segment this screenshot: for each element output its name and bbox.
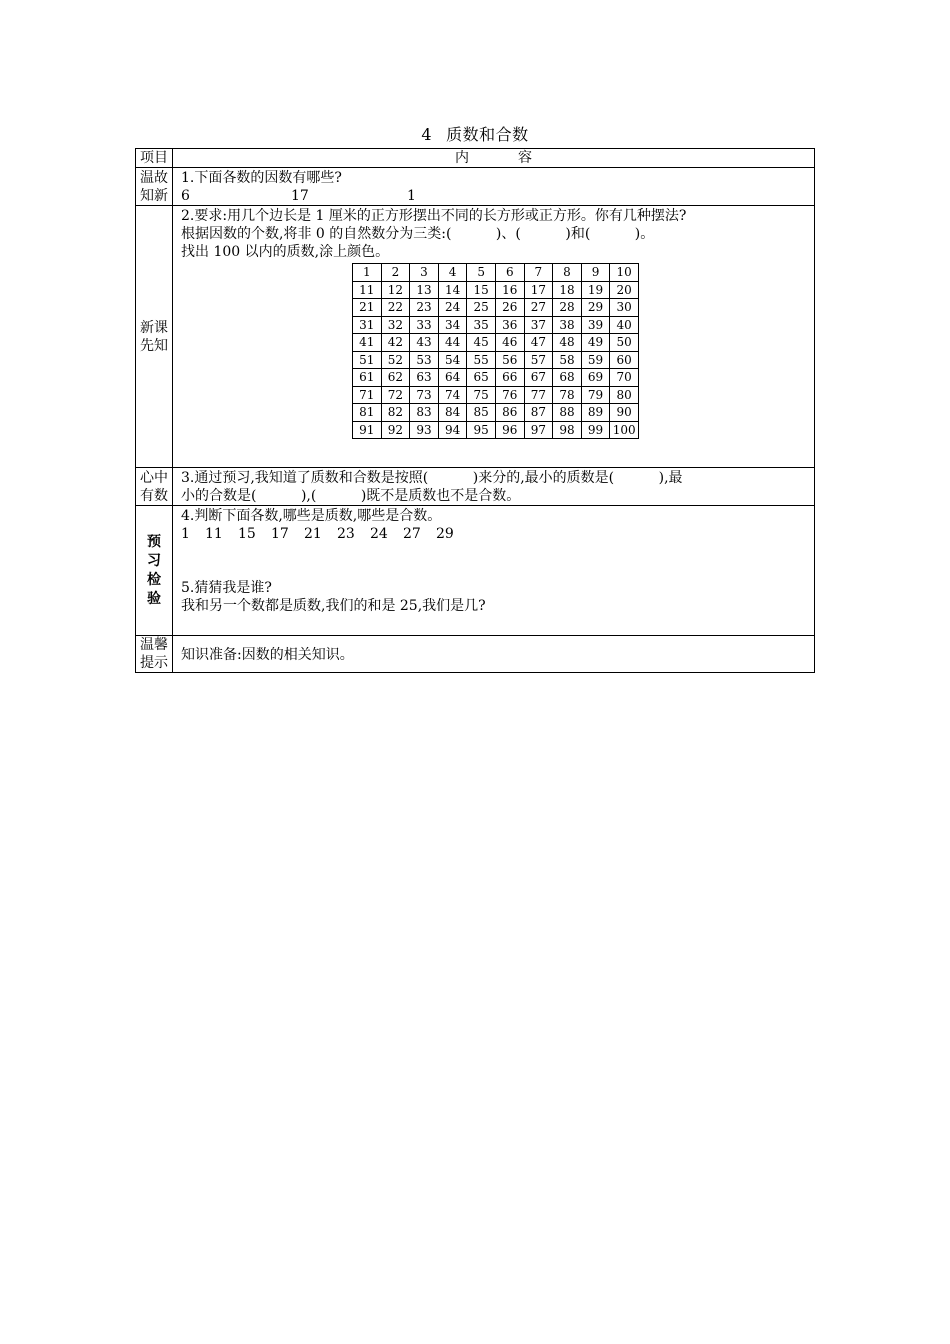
check-row bbox=[136, 506, 815, 636]
hundred-chart-cell[interactable]: 67 bbox=[524, 369, 553, 387]
hundred-chart-cell[interactable]: 5 bbox=[467, 264, 496, 282]
hundred-chart-cell[interactable]: 99 bbox=[581, 421, 610, 439]
hundred-chart-cell[interactable]: 57 bbox=[524, 351, 553, 369]
hundred-chart-cell[interactable]: 74 bbox=[438, 386, 467, 404]
question-3-line2: 小的合数是( ),( )既不是质数也不是合数。 bbox=[181, 488, 521, 504]
hundred-chart-cell[interactable]: 30 bbox=[610, 299, 639, 317]
hundred-chart-cell[interactable]: 40 bbox=[610, 316, 639, 334]
hundred-chart-cell[interactable]: 100 bbox=[610, 421, 639, 439]
hundred-chart-cell[interactable]: 70 bbox=[610, 369, 639, 387]
hundred-chart-cell[interactable]: 68 bbox=[553, 369, 582, 387]
hundred-chart-cell[interactable]: 69 bbox=[581, 369, 610, 387]
hundred-chart-cell[interactable]: 34 bbox=[438, 316, 467, 334]
hundred-chart-cell[interactable]: 26 bbox=[495, 299, 524, 317]
hundred-chart-cell[interactable]: 64 bbox=[438, 369, 467, 387]
hundred-chart-row bbox=[353, 281, 639, 299]
hundred-chart-cell[interactable]: 91 bbox=[353, 421, 382, 439]
hundred-chart-cell[interactable]: 88 bbox=[553, 404, 582, 422]
heart-row bbox=[136, 468, 815, 506]
hundred-chart-cell[interactable]: 98 bbox=[553, 421, 582, 439]
hundred-chart-cell[interactable]: 66 bbox=[495, 369, 524, 387]
hundred-chart-cell[interactable]: 3 bbox=[410, 264, 439, 282]
heart-label: 心中有数 bbox=[136, 468, 173, 506]
hundred-chart-cell[interactable]: 4 bbox=[438, 264, 467, 282]
hundred-chart-cell[interactable]: 6 bbox=[495, 264, 524, 282]
newlesson-row bbox=[136, 206, 815, 468]
hundred-chart-cell[interactable]: 51 bbox=[353, 351, 382, 369]
hundred-chart-cell[interactable]: 50 bbox=[610, 334, 639, 352]
hundred-chart-cell[interactable]: 90 bbox=[610, 404, 639, 422]
hundred-chart-cell[interactable]: 58 bbox=[553, 351, 582, 369]
review-row bbox=[136, 168, 815, 206]
hundred-chart-cell[interactable]: 18 bbox=[553, 281, 582, 299]
hundred-chart-cell[interactable]: 71 bbox=[353, 386, 382, 404]
tip-row bbox=[136, 636, 815, 673]
hundred-chart-cell[interactable]: 79 bbox=[581, 386, 610, 404]
hundred-chart-cell[interactable]: 24 bbox=[438, 299, 467, 317]
hundred-chart-row bbox=[353, 369, 639, 387]
hundred-chart-cell[interactable]: 60 bbox=[610, 351, 639, 369]
hundred-chart-cell[interactable]: 23 bbox=[410, 299, 439, 317]
tip-label: 温馨提示 bbox=[136, 636, 173, 673]
hundred-chart-cell[interactable]: 53 bbox=[410, 351, 439, 369]
hundred-chart-cell[interactable]: 80 bbox=[610, 386, 639, 404]
hundred-chart-cell[interactable]: 31 bbox=[353, 316, 382, 334]
hundred-chart-cell[interactable]: 44 bbox=[438, 334, 467, 352]
hundred-chart-cell[interactable]: 16 bbox=[495, 281, 524, 299]
hundred-chart-cell[interactable]: 37 bbox=[524, 316, 553, 334]
hundred-chart-cell[interactable]: 87 bbox=[524, 404, 553, 422]
review-numbers: 6 17 1 bbox=[181, 188, 416, 204]
hundred-chart-cell[interactable]: 19 bbox=[581, 281, 610, 299]
hundred-chart-cell[interactable]: 82 bbox=[381, 404, 410, 422]
hundred-chart-cell[interactable]: 27 bbox=[524, 299, 553, 317]
hundred-chart-row bbox=[353, 264, 639, 282]
hundred-chart-cell[interactable]: 89 bbox=[581, 404, 610, 422]
hundred-chart-cell[interactable]: 76 bbox=[495, 386, 524, 404]
hundred-chart-cell[interactable]: 14 bbox=[438, 281, 467, 299]
hundred-chart-cell[interactable]: 38 bbox=[553, 316, 582, 334]
hundred-chart-cell[interactable]: 77 bbox=[524, 386, 553, 404]
review-label: 温故知新 bbox=[136, 168, 173, 206]
hundred-chart-cell[interactable]: 83 bbox=[410, 404, 439, 422]
hundred-chart-cell[interactable]: 12 bbox=[381, 281, 410, 299]
hundred-chart-cell[interactable]: 35 bbox=[467, 316, 496, 334]
hundred-chart-cell[interactable]: 96 bbox=[495, 421, 524, 439]
hundred-chart-cell[interactable]: 22 bbox=[381, 299, 410, 317]
question-5-text: 我和另一个数都是质数,我们的和是 25,我们是几? bbox=[181, 598, 486, 614]
hundred-chart-cell[interactable]: 73 bbox=[410, 386, 439, 404]
hundred-chart-cell[interactable]: 65 bbox=[467, 369, 496, 387]
hundred-chart-cell[interactable]: 93 bbox=[410, 421, 439, 439]
hundred-chart-cell[interactable]: 41 bbox=[353, 334, 382, 352]
hundred-chart-cell[interactable]: 11 bbox=[353, 281, 382, 299]
hundred-chart-cell[interactable]: 54 bbox=[438, 351, 467, 369]
check-label: 预习检验 bbox=[136, 506, 173, 636]
lesson-title: 质数和合数 bbox=[446, 125, 529, 144]
question-4: 4.判断下面各数,哪些是质数,哪些是合数。 bbox=[181, 508, 442, 524]
hundred-chart-cell[interactable]: 94 bbox=[438, 421, 467, 439]
header-content-label: 内 容 bbox=[173, 149, 815, 168]
hundred-chart-cell[interactable]: 43 bbox=[410, 334, 439, 352]
hundred-chart-cell[interactable]: 36 bbox=[495, 316, 524, 334]
hundred-chart-cell[interactable]: 42 bbox=[381, 334, 410, 352]
review-content bbox=[173, 168, 815, 206]
hundred-chart-cell[interactable]: 52 bbox=[381, 351, 410, 369]
hundred-chart-cell[interactable]: 49 bbox=[581, 334, 610, 352]
hundred-chart-cell[interactable]: 25 bbox=[467, 299, 496, 317]
hundred-chart-cell[interactable]: 75 bbox=[467, 386, 496, 404]
hundred-chart-cell[interactable]: 8 bbox=[553, 264, 582, 282]
hundred-chart-cell[interactable]: 92 bbox=[381, 421, 410, 439]
check-numbers: 1 11 15 17 21 23 24 27 29 bbox=[181, 526, 454, 542]
hundred-chart-cell[interactable]: 47 bbox=[524, 334, 553, 352]
hundred-chart-cell[interactable]: 63 bbox=[410, 369, 439, 387]
hundred-chart-cell[interactable]: 33 bbox=[410, 316, 439, 334]
hundred-chart-cell[interactable]: 9 bbox=[581, 264, 610, 282]
hundred-chart-cell[interactable]: 20 bbox=[610, 281, 639, 299]
hundred-chart-cell[interactable]: 81 bbox=[353, 404, 382, 422]
newlesson-content bbox=[173, 206, 815, 468]
hundred-chart-cell[interactable]: 28 bbox=[553, 299, 582, 317]
hundred-chart-row bbox=[353, 334, 639, 352]
newlesson-label: 新课先知 bbox=[136, 206, 173, 468]
lesson-number: 4 bbox=[421, 125, 433, 144]
hundred-chart-cell[interactable]: 84 bbox=[438, 404, 467, 422]
hundred-chart-row bbox=[353, 404, 639, 422]
classify-question: 根据因数的个数,将非 0 的自然数分为三类:( )、( )和( )。 bbox=[181, 226, 655, 242]
hundred-chart-cell[interactable]: 85 bbox=[467, 404, 496, 422]
hundred-chart-cell[interactable]: 97 bbox=[524, 421, 553, 439]
page-title bbox=[0, 122, 950, 145]
header-item-label: 项目 bbox=[136, 149, 173, 168]
hundred-chart-cell[interactable]: 78 bbox=[553, 386, 582, 404]
hundred-chart-row bbox=[353, 316, 639, 334]
hundred-chart-cell[interactable]: 21 bbox=[353, 299, 382, 317]
find-primes-instruction: 找出 100 以内的质数,涂上颜色。 bbox=[181, 244, 390, 260]
review-question: 1.下面各数的因数有哪些? bbox=[181, 170, 342, 186]
tip-text: 知识准备:因数的相关知识。 bbox=[181, 646, 354, 663]
hundred-chart-cell[interactable]: 2 bbox=[381, 264, 410, 282]
hundred-chart-cell[interactable]: 72 bbox=[381, 386, 410, 404]
heart-content bbox=[173, 468, 815, 506]
hundred-chart-row bbox=[353, 351, 639, 369]
hundred-chart-cell[interactable]: 55 bbox=[467, 351, 496, 369]
hundred-chart-cell[interactable]: 13 bbox=[410, 281, 439, 299]
hundred-chart-cell[interactable]: 56 bbox=[495, 351, 524, 369]
hundred-chart-cell[interactable]: 32 bbox=[381, 316, 410, 334]
hundred-chart-cell[interactable]: 59 bbox=[581, 351, 610, 369]
hundred-chart-cell[interactable]: 95 bbox=[467, 421, 496, 439]
hundred-chart-row bbox=[353, 386, 639, 404]
hundred-chart-row bbox=[353, 421, 639, 439]
hundred-chart-cell[interactable]: 7 bbox=[524, 264, 553, 282]
question-3-line1: 3.通过预习,我知道了质数和合数是按照( )来分的,最小的质数是( ),最 bbox=[181, 470, 683, 486]
question-5: 5.猜猜我是谁? bbox=[181, 580, 272, 596]
worksheet-table bbox=[135, 148, 815, 673]
check-content bbox=[173, 506, 815, 636]
hundred-chart-cell[interactable]: 29 bbox=[581, 299, 610, 317]
hundred-chart-cell[interactable]: 10 bbox=[610, 264, 639, 282]
hundred-chart-cell[interactable]: 61 bbox=[353, 369, 382, 387]
hundred-chart-cell[interactable]: 1 bbox=[353, 264, 382, 282]
hundred-chart-cell[interactable]: 15 bbox=[467, 281, 496, 299]
tip-content bbox=[173, 636, 815, 673]
hundred-chart-cell[interactable]: 45 bbox=[467, 334, 496, 352]
hundred-chart-cell[interactable]: 39 bbox=[581, 316, 610, 334]
header-row bbox=[136, 149, 815, 168]
hundred-chart bbox=[352, 263, 639, 439]
hundred-chart-cell[interactable]: 62 bbox=[381, 369, 410, 387]
question-2: 2.要求:用几个边长是 1 厘米的正方形摆出不同的长方形或正方形。你有几种摆法? bbox=[181, 208, 687, 224]
hundred-chart-cell[interactable]: 86 bbox=[495, 404, 524, 422]
hundred-chart-cell[interactable]: 46 bbox=[495, 334, 524, 352]
hundred-chart-cell[interactable]: 48 bbox=[553, 334, 582, 352]
hundred-chart-row bbox=[353, 299, 639, 317]
hundred-chart-cell[interactable]: 17 bbox=[524, 281, 553, 299]
